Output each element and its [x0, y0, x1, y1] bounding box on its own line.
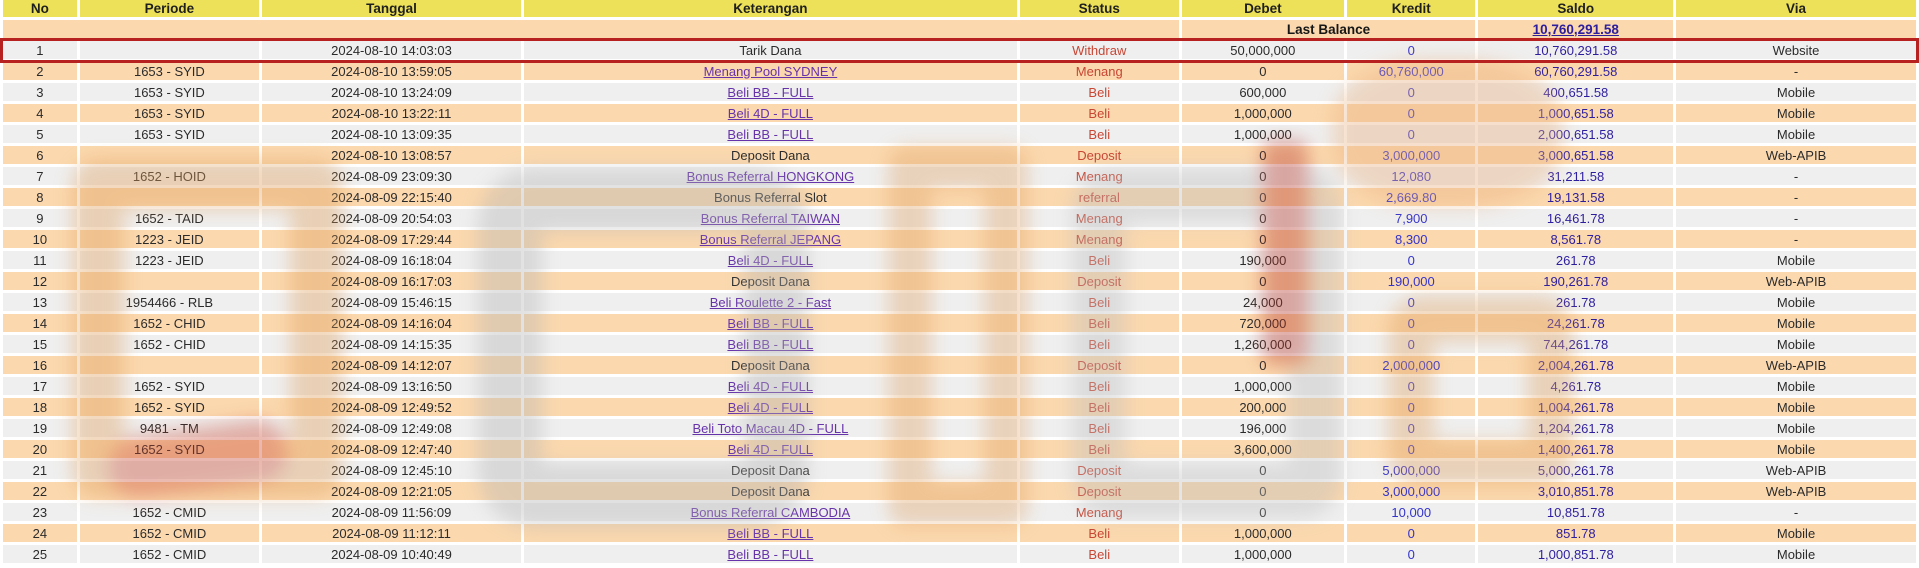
periode-cell: 9481 - TM — [80, 419, 259, 437]
periode-cell: 1652 - SYID — [80, 440, 259, 458]
periode-cell: 1653 - SYID — [80, 104, 259, 122]
no-cell: 7 — [3, 167, 77, 185]
status-cell: Beli — [1020, 419, 1179, 437]
kredit-cell: 2,669.80 — [1347, 188, 1475, 206]
keterangan-link[interactable]: Bonus Referral TAIWAN — [700, 210, 840, 226]
kredit-cell: 0 — [1347, 377, 1475, 395]
keterangan-cell — [524, 104, 1017, 122]
column-header-keterangan: Keterangan — [524, 0, 1017, 17]
table-row — [3, 272, 1916, 290]
no-cell: 23 — [3, 503, 77, 521]
column-header-status: Status — [1020, 0, 1179, 17]
via-cell: Mobile — [1676, 83, 1916, 101]
debet-cell: 24,000 — [1182, 293, 1344, 311]
keterangan-cell — [524, 230, 1017, 248]
saldo-cell: 2,004,261.78 — [1478, 356, 1673, 374]
saldo-cell: 1,400,261.78 — [1478, 440, 1673, 458]
no-cell: 24 — [3, 524, 77, 542]
debet-cell: 720,000 — [1182, 314, 1344, 332]
last-balance-via-cell — [1676, 20, 1916, 38]
column-header-via: Via — [1676, 0, 1916, 17]
column-header-kredit: Kredit — [1347, 0, 1475, 17]
saldo-cell: 400,651.58 — [1478, 83, 1673, 101]
no-cell: 20 — [3, 440, 77, 458]
saldo-cell: 261.78 — [1478, 251, 1673, 269]
table-row — [3, 503, 1916, 521]
saldo-cell: 2,000,651.58 — [1478, 125, 1673, 143]
keterangan-cell: Deposit Dana — [524, 272, 1017, 290]
saldo-cell: 261.78 — [1478, 293, 1673, 311]
no-cell: 25 — [3, 545, 77, 563]
status-cell: referral — [1020, 188, 1179, 206]
periode-cell: 1652 - HOID — [80, 167, 259, 185]
via-cell: - — [1676, 188, 1916, 206]
saldo-cell: 3,000,651.58 — [1478, 146, 1673, 164]
last-balance-row — [3, 20, 1916, 38]
no-cell: 21 — [3, 461, 77, 479]
kredit-cell: 0 — [1347, 314, 1475, 332]
keterangan-cell — [524, 125, 1017, 143]
keterangan-cell — [524, 335, 1017, 353]
saldo-cell: 10,760,291.58 — [1478, 41, 1673, 59]
saldo-cell: 16,461.78 — [1478, 209, 1673, 227]
table-header — [3, 0, 1916, 17]
no-cell: 3 — [3, 83, 77, 101]
keterangan-cell — [524, 83, 1017, 101]
table-row — [3, 356, 1916, 374]
keterangan-link[interactable]: Beli BB - FULL — [727, 84, 814, 100]
periode-cell: 1653 - SYID — [80, 62, 259, 80]
no-cell: 8 — [3, 188, 77, 206]
keterangan-cell — [524, 524, 1017, 542]
saldo-cell: 5,000,261.78 — [1478, 461, 1673, 479]
table-row — [3, 335, 1916, 353]
status-cell: Deposit — [1020, 146, 1179, 164]
via-cell: Mobile — [1676, 440, 1916, 458]
status-cell: Deposit — [1020, 356, 1179, 374]
via-cell: Mobile — [1676, 545, 1916, 563]
periode-cell — [80, 41, 259, 59]
periode-cell — [80, 482, 259, 500]
debet-cell: 0 — [1182, 62, 1344, 80]
debet-cell: 3,600,000 — [1182, 440, 1344, 458]
tanggal-cell: 2024-08-09 13:16:50 — [262, 377, 521, 395]
via-cell: Web-APIB — [1676, 461, 1916, 479]
debet-cell: 0 — [1182, 167, 1344, 185]
periode-cell: 1652 - CHID — [80, 314, 259, 332]
status-cell: Beli — [1020, 251, 1179, 269]
column-header-saldo: Saldo — [1478, 0, 1673, 17]
periode-cell: 1652 - CMID — [80, 545, 259, 563]
table-row — [3, 545, 1916, 563]
keterangan-cell — [524, 419, 1017, 437]
tanggal-cell: 2024-08-09 14:12:07 — [262, 356, 521, 374]
tanggal-cell: 2024-08-10 13:08:57 — [262, 146, 521, 164]
debet-cell: 190,000 — [1182, 251, 1344, 269]
table-row — [3, 83, 1916, 101]
kredit-cell: 0 — [1347, 83, 1475, 101]
periode-cell — [80, 461, 259, 479]
saldo-cell: 60,760,291.58 — [1478, 62, 1673, 80]
via-cell: Mobile — [1676, 251, 1916, 269]
status-cell: Beli — [1020, 524, 1179, 542]
kredit-cell: 2,000,000 — [1347, 356, 1475, 374]
keterangan-cell — [524, 314, 1017, 332]
tanggal-cell: 2024-08-09 15:46:15 — [262, 293, 521, 311]
keterangan-cell — [524, 251, 1017, 269]
status-cell: Menang — [1020, 62, 1179, 80]
table-row — [3, 146, 1916, 164]
via-cell: Web-APIB — [1676, 356, 1916, 374]
table-row — [3, 230, 1916, 248]
periode-cell — [80, 146, 259, 164]
via-cell: Mobile — [1676, 398, 1916, 416]
kredit-cell: 60,760,000 — [1347, 62, 1475, 80]
debet-cell: 0 — [1182, 188, 1344, 206]
keterangan-cell — [524, 503, 1017, 521]
no-cell: 12 — [3, 272, 77, 290]
status-cell: Beli — [1020, 335, 1179, 353]
tanggal-cell: 2024-08-09 12:49:08 — [262, 419, 521, 437]
table-row — [3, 104, 1916, 122]
transaction-table-body — [3, 41, 1916, 563]
periode-cell: 1652 - SYID — [80, 398, 259, 416]
status-cell: Menang — [1020, 503, 1179, 521]
no-cell: 16 — [3, 356, 77, 374]
periode-cell: 1954466 - RLB — [80, 293, 259, 311]
via-cell: - — [1676, 230, 1916, 248]
tanggal-cell: 2024-08-10 13:24:09 — [262, 83, 521, 101]
kredit-cell: 0 — [1347, 104, 1475, 122]
table-row — [3, 167, 1916, 185]
periode-cell: 1652 - CMID — [80, 524, 259, 542]
status-cell: Beli — [1020, 314, 1179, 332]
tanggal-cell: 2024-08-09 14:16:04 — [262, 314, 521, 332]
keterangan-link[interactable]: Beli BB - FULL — [727, 126, 814, 142]
tanggal-cell: 2024-08-09 22:15:40 — [262, 188, 521, 206]
debet-cell: 50,000,000 — [1182, 41, 1344, 59]
debet-cell: 1,000,000 — [1182, 524, 1344, 542]
saldo-cell: 31,211.58 — [1478, 167, 1673, 185]
tanggal-cell: 2024-08-09 16:17:03 — [262, 272, 521, 290]
no-cell: 6 — [3, 146, 77, 164]
debet-cell: 0 — [1182, 482, 1344, 500]
column-header-no: No — [3, 0, 77, 17]
via-cell: Website — [1676, 41, 1916, 59]
via-cell: Mobile — [1676, 419, 1916, 437]
status-cell: Beli — [1020, 398, 1179, 416]
keterangan-link[interactable]: Bonus Referral JEPANG — [699, 231, 842, 247]
status-cell: Beli — [1020, 440, 1179, 458]
kredit-cell: 0 — [1347, 251, 1475, 269]
tanggal-cell: 2024-08-09 11:56:09 — [262, 503, 521, 521]
table-row — [3, 314, 1916, 332]
table-row — [3, 461, 1916, 479]
periode-cell: 1653 - SYID — [80, 83, 259, 101]
kredit-cell: 12,080 — [1347, 167, 1475, 185]
kredit-cell: 0 — [1347, 398, 1475, 416]
no-cell: 18 — [3, 398, 77, 416]
keterangan-link[interactable]: Beli Toto Macau 4D - FULL — [692, 420, 849, 436]
keterangan-link[interactable]: Beli BB - FULL — [727, 315, 814, 331]
table-row — [3, 419, 1916, 437]
kredit-cell: 0 — [1347, 293, 1475, 311]
keterangan-cell: Deposit Dana — [524, 146, 1017, 164]
status-cell: Deposit — [1020, 461, 1179, 479]
via-cell: - — [1676, 167, 1916, 185]
keterangan-cell — [524, 167, 1017, 185]
periode-cell: 1652 - TAID — [80, 209, 259, 227]
periode-cell: 1223 - JEID — [80, 251, 259, 269]
tanggal-cell: 2024-08-09 17:29:44 — [262, 230, 521, 248]
debet-cell: 0 — [1182, 356, 1344, 374]
kredit-cell: 7,900 — [1347, 209, 1475, 227]
tanggal-cell: 2024-08-09 12:21:05 — [262, 482, 521, 500]
column-header-periode: Periode — [80, 0, 259, 17]
kredit-cell: 5,000,000 — [1347, 461, 1475, 479]
kredit-cell: 190,000 — [1347, 272, 1475, 290]
debet-cell: 0 — [1182, 503, 1344, 521]
keterangan-cell: Deposit Dana — [524, 356, 1017, 374]
debet-cell: 0 — [1182, 272, 1344, 290]
debet-cell: 1,000,000 — [1182, 104, 1344, 122]
keterangan-cell: Bonus Referral Slot — [524, 188, 1017, 206]
tanggal-cell: 2024-08-10 14:03:03 — [262, 41, 521, 59]
status-cell: Beli — [1020, 104, 1179, 122]
via-cell: - — [1676, 209, 1916, 227]
keterangan-cell: Tarik Dana — [524, 41, 1017, 59]
kredit-cell: 0 — [1347, 125, 1475, 143]
saldo-cell: 1,000,851.78 — [1478, 545, 1673, 563]
tanggal-cell: 2024-08-10 13:59:05 — [262, 62, 521, 80]
no-cell: 4 — [3, 104, 77, 122]
status-cell: Menang — [1020, 209, 1179, 227]
status-cell: Deposit — [1020, 272, 1179, 290]
saldo-cell: 1,004,261.78 — [1478, 398, 1673, 416]
periode-cell: 1653 - SYID — [80, 125, 259, 143]
tanggal-cell: 2024-08-09 23:09:30 — [262, 167, 521, 185]
saldo-cell: 19,131.58 — [1478, 188, 1673, 206]
via-cell: Mobile — [1676, 293, 1916, 311]
via-cell: Web-APIB — [1676, 482, 1916, 500]
saldo-cell: 24,261.78 — [1478, 314, 1673, 332]
keterangan-cell — [524, 209, 1017, 227]
table-row — [3, 440, 1916, 458]
tanggal-cell: 2024-08-09 12:45:10 — [262, 461, 521, 479]
debet-cell: 0 — [1182, 146, 1344, 164]
tanggal-cell: 2024-08-09 10:40:49 — [262, 545, 521, 563]
table-row — [3, 251, 1916, 269]
header-row — [3, 0, 1916, 17]
keterangan-link[interactable]: Beli BB - FULL — [727, 336, 814, 352]
kredit-cell: 0 — [1347, 41, 1475, 59]
tanggal-cell: 2024-08-09 11:12:11 — [262, 524, 521, 542]
keterangan-cell — [524, 62, 1017, 80]
no-cell: 14 — [3, 314, 77, 332]
no-cell: 5 — [3, 125, 77, 143]
saldo-cell: 190,261.78 — [1478, 272, 1673, 290]
no-cell: 17 — [3, 377, 77, 395]
last-balance-spacer — [3, 20, 1179, 38]
keterangan-cell: Deposit Dana — [524, 482, 1017, 500]
no-cell: 13 — [3, 293, 77, 311]
saldo-cell: 4,261.78 — [1478, 377, 1673, 395]
via-cell: - — [1676, 62, 1916, 80]
keterangan-cell: Deposit Dana — [524, 461, 1017, 479]
saldo-cell: 1,204,261.78 — [1478, 419, 1673, 437]
kredit-cell: 0 — [1347, 440, 1475, 458]
keterangan-link[interactable]: Beli BB - FULL — [727, 525, 814, 541]
table-row — [3, 125, 1916, 143]
saldo-cell: 744,261.78 — [1478, 335, 1673, 353]
tanggal-cell: 2024-08-09 20:54:03 — [262, 209, 521, 227]
via-cell: Mobile — [1676, 335, 1916, 353]
via-cell: Mobile — [1676, 125, 1916, 143]
status-cell: Beli — [1020, 377, 1179, 395]
table-row — [3, 62, 1916, 80]
kredit-cell: 10,000 — [1347, 503, 1475, 521]
keterangan-link[interactable]: Beli 4D - FULL — [727, 399, 814, 415]
periode-cell — [80, 188, 259, 206]
no-cell: 2 — [3, 62, 77, 80]
kredit-cell: 8,300 — [1347, 230, 1475, 248]
debet-cell: 0 — [1182, 230, 1344, 248]
keterangan-cell — [524, 293, 1017, 311]
column-header-debet: Debet — [1182, 0, 1344, 17]
status-cell: Beli — [1020, 545, 1179, 563]
no-cell: 11 — [3, 251, 77, 269]
kredit-cell: 0 — [1347, 545, 1475, 563]
no-cell: 22 — [3, 482, 77, 500]
table-row — [3, 293, 1916, 311]
tanggal-cell: 2024-08-09 14:15:35 — [262, 335, 521, 353]
keterangan-link[interactable]: Bonus Referral HONGKONG — [686, 168, 855, 184]
debet-cell: 0 — [1182, 461, 1344, 479]
tanggal-cell: 2024-08-09 12:49:52 — [262, 398, 521, 416]
keterangan-link[interactable]: Beli BB - FULL — [727, 546, 814, 562]
kredit-cell: 0 — [1347, 524, 1475, 542]
keterangan-cell — [524, 545, 1017, 563]
debet-cell: 0 — [1182, 209, 1344, 227]
keterangan-cell — [524, 398, 1017, 416]
saldo-cell: 3,010,851.78 — [1478, 482, 1673, 500]
via-cell: Mobile — [1676, 104, 1916, 122]
status-cell: Menang — [1020, 167, 1179, 185]
status-cell: Beli — [1020, 293, 1179, 311]
saldo-cell: 8,561.78 — [1478, 230, 1673, 248]
table-row — [3, 188, 1916, 206]
via-cell: - — [1676, 503, 1916, 521]
table-row — [3, 398, 1916, 416]
periode-cell — [80, 272, 259, 290]
no-cell: 19 — [3, 419, 77, 437]
keterangan-link[interactable]: Beli 4D - FULL — [727, 441, 814, 457]
periode-cell: 1223 - JEID — [80, 230, 259, 248]
debet-cell: 1,260,000 — [1182, 335, 1344, 353]
periode-cell — [80, 356, 259, 374]
keterangan-cell — [524, 377, 1017, 395]
table-row-highlighted — [3, 41, 1916, 59]
debet-cell: 600,000 — [1182, 83, 1344, 101]
periode-cell: 1652 - CHID — [80, 335, 259, 353]
debet-cell: 200,000 — [1182, 398, 1344, 416]
status-cell: Withdraw — [1020, 41, 1179, 59]
keterangan-link[interactable]: Menang Pool SYDNEY — [703, 63, 838, 79]
periode-cell: 1652 - SYID — [80, 377, 259, 395]
table-row — [3, 209, 1916, 227]
table-row — [3, 482, 1916, 500]
via-cell: Mobile — [1676, 314, 1916, 332]
last-balance-value[interactable]: 10,760,291.58 — [1478, 20, 1673, 38]
status-cell: Menang — [1020, 230, 1179, 248]
via-cell: Mobile — [1676, 377, 1916, 395]
tanggal-cell: 2024-08-09 16:18:04 — [262, 251, 521, 269]
saldo-cell: 1,000,651.58 — [1478, 104, 1673, 122]
table-row — [3, 524, 1916, 542]
status-cell: Beli — [1020, 83, 1179, 101]
tanggal-cell: 2024-08-10 13:22:11 — [262, 104, 521, 122]
no-cell: 1 — [3, 41, 77, 59]
status-cell: Deposit — [1020, 482, 1179, 500]
no-cell: 9 — [3, 209, 77, 227]
keterangan-link[interactable]: Beli 4D - FULL — [727, 378, 814, 394]
tanggal-cell: 2024-08-09 12:47:40 — [262, 440, 521, 458]
periode-cell: 1652 - CMID — [80, 503, 259, 521]
saldo-cell: 10,851.78 — [1478, 503, 1673, 521]
kredit-cell: 3,000,000 — [1347, 146, 1475, 164]
keterangan-link[interactable]: Beli 4D - FULL — [727, 105, 814, 121]
via-cell: Web-APIB — [1676, 146, 1916, 164]
via-cell: Web-APIB — [1676, 272, 1916, 290]
no-cell: 15 — [3, 335, 77, 353]
no-cell: 10 — [3, 230, 77, 248]
kredit-cell: 0 — [1347, 335, 1475, 353]
keterangan-link[interactable]: Beli 4D - FULL — [727, 252, 814, 268]
keterangan-cell — [524, 440, 1017, 458]
keterangan-link[interactable]: Bonus Referral CAMBODIA — [690, 504, 851, 520]
debet-cell: 196,000 — [1182, 419, 1344, 437]
keterangan-link[interactable]: Beli Roulette 2 - Fast — [709, 294, 832, 310]
saldo-cell: 851.78 — [1478, 524, 1673, 542]
status-cell: Beli — [1020, 125, 1179, 143]
last-balance-label: Last Balance — [1182, 20, 1476, 38]
column-header-tanggal: Tanggal — [262, 0, 521, 17]
debet-cell: 1,000,000 — [1182, 377, 1344, 395]
tanggal-cell: 2024-08-10 13:09:35 — [262, 125, 521, 143]
kredit-cell: 3,000,000 — [1347, 482, 1475, 500]
kredit-cell: 0 — [1347, 419, 1475, 437]
table-row — [3, 377, 1916, 395]
debet-cell: 1,000,000 — [1182, 125, 1344, 143]
debet-cell: 1,000,000 — [1182, 545, 1344, 563]
via-cell: Mobile — [1676, 524, 1916, 542]
